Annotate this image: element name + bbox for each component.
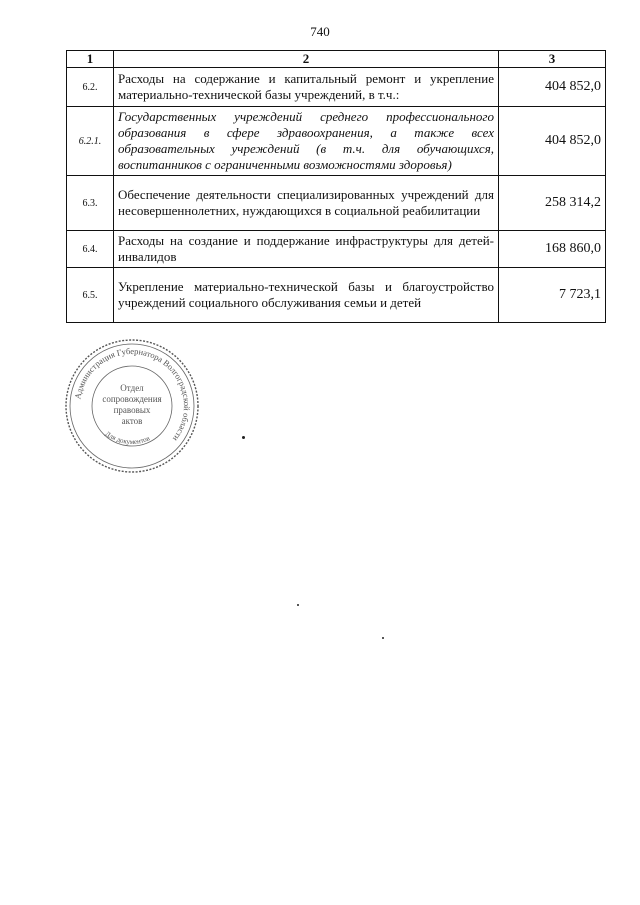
- column-header: 3: [499, 51, 606, 68]
- row-number: 6.2.1.: [67, 107, 114, 176]
- table-row: [67, 68, 606, 107]
- row-number: 6.3.: [67, 176, 114, 231]
- stamp-center-line: сопровождения: [102, 394, 162, 404]
- column-header: 2: [114, 51, 499, 68]
- official-stamp: [62, 336, 202, 476]
- row-description: Обеспечение деятельности специализированных учреждений для несовершеннолетних, нуждающихся в социальной реабилитации: [114, 176, 499, 231]
- stamp-center-line: правовых: [113, 405, 151, 415]
- row-amount: 7 723,1: [499, 268, 606, 323]
- row-number: 6.2.: [67, 68, 114, 107]
- row-amount: 404 852,0: [499, 107, 606, 176]
- stamp-bottom-text: Для документов: [103, 429, 151, 447]
- page-number: 740: [310, 24, 330, 39]
- row-description: Расходы на содержание и капитальный ремонт и укрепление материально-технической базы учреждений, в т.ч.:: [114, 68, 499, 107]
- stamp-center-line: актов: [121, 416, 143, 426]
- scan-speck: [242, 436, 245, 439]
- budget-table: [66, 50, 606, 323]
- row-number: 6.5.: [67, 268, 114, 323]
- row-description: Расходы на создание и поддержание инфраструктуры для детей-инвалидов: [114, 231, 499, 268]
- stamp-ring-text: Администрация Губернатора Волгоградской области: [72, 345, 193, 444]
- scan-speck: [297, 604, 299, 606]
- row-amount: 404 852,0: [499, 68, 606, 107]
- table-row: [67, 176, 606, 231]
- row-amount: 168 860,0: [499, 231, 606, 268]
- table-row: [67, 231, 606, 268]
- table-header-row: [67, 51, 606, 68]
- table-row: [67, 268, 606, 323]
- row-number: 6.4.: [67, 231, 114, 268]
- scan-speck: [382, 637, 384, 639]
- row-description: Государственных учреждений среднего профессионального образования в сфере здравоохранения, а также всех образовательных учреждений (в т.ч. для обучающихся, воспитанников с ограниченными возможностями здоровья): [114, 107, 499, 176]
- row-description: Укрепление материально-технической базы и благоустройство учреждений социального обслуживания семьи и детей: [114, 268, 499, 323]
- column-header: 1: [67, 51, 114, 68]
- row-amount: 258 314,2: [499, 176, 606, 231]
- table-row: [67, 107, 606, 176]
- stamp-center-line: Отдел: [120, 383, 144, 393]
